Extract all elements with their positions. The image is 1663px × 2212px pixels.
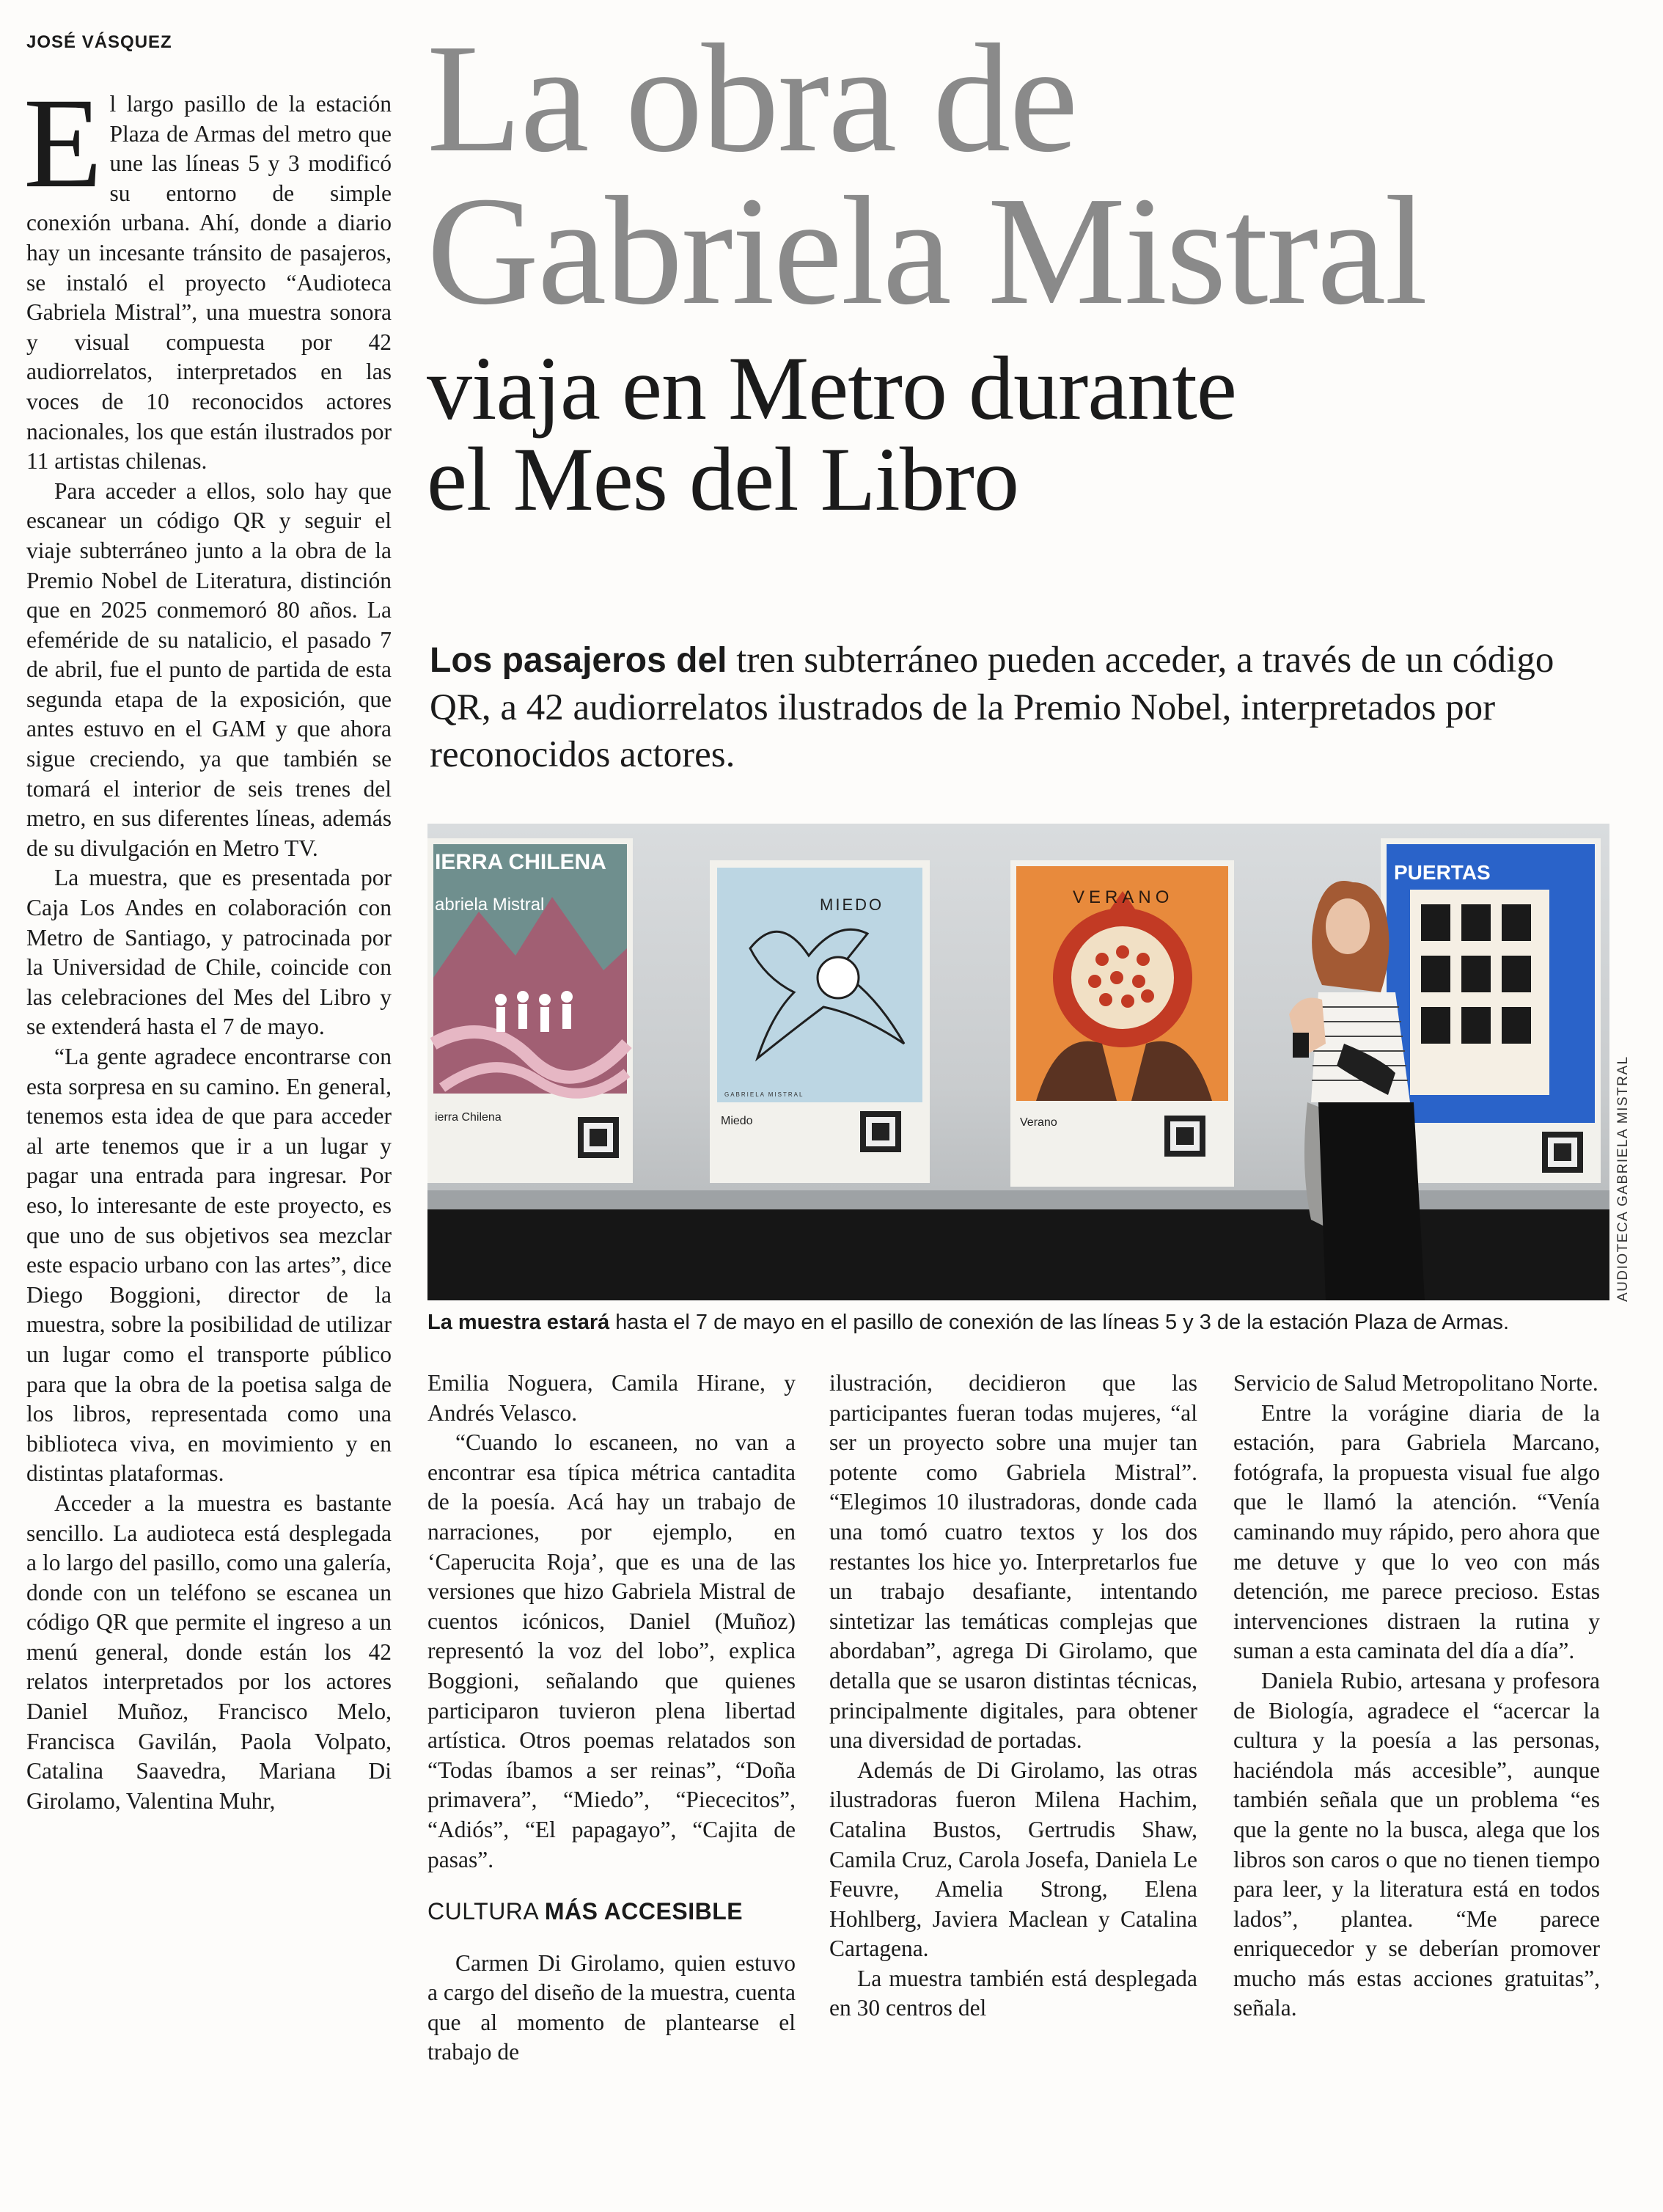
section-heading-light: CULTURA [427, 1898, 545, 1925]
paragraph [23, 72, 392, 477]
body-column-2 [427, 1369, 796, 2068]
poster-label: Verano [1020, 1116, 1057, 1129]
caption-rest: hasta el 7 de mayo en el pasillo de conexión de las líneas 5 y 3 de la estación Plaza de Armas. [609, 1311, 1510, 1334]
paragraph: “Cuando lo escaneen, no van a encontrar esa típica métrica cantadita de la poesía. Acá hay un trabajo de narraciones, por ejemplo, en ‘Caperucita Roja’, que es una de las versiones que hizo Gabriela Mistral de cuentos icónicos, Daniel (Muñoz) representó la voz del lobo”, explica Boggioni, señalando que quienes participaron tuvieron plena libertad artística. Otros poemas relatados son “Todas íbamos a ser reinas”, “Doña primavera”, “Miedo”, “Piececitos”, “Adiós”, “El papagayo”, “Cajita de pasas”. [427, 1429, 796, 1872]
poster-miedo [710, 860, 930, 1183]
body-column-1 [23, 72, 392, 1816]
poster-subtitle: abriela Mistral [435, 895, 545, 915]
section-heading-bold: MÁS ACCESIBLE [544, 1898, 744, 1925]
body-column-3 [829, 1369, 1197, 2024]
paragraph: “La gente agradece encontrarse con esta sorpresa en su camino. En general, tenemos esta idea de que para acceder al arte tenemos que ir a un lugar y pagar una entrada para ingresar. Por eso, lo interesante de este proyecto, es que uno de sus objetivos sea mezclar este espacio urbano con las artes”, dice Diego Boggioni, director de la muestra, sobre la posibilidad de utilizar un lugar como el transporte público para que la obra de la poetisa salga de los libros, representada como una biblioteca viva, en movimiento y en distintas plataformas. [26, 1044, 392, 1487]
paragraph-text: l largo pasillo de la estación Plaza de Armas del metro que une las líneas 5 y 3 modificó su entorno de simple conexión urbana. Ahí, donde a diario hay un incesante tránsito de pasajeros, se instaló el proyecto “Audioteca Gabriela Mistral”, una muestra sonora y visual compuesta por 42 audiorrelatos, interpretados en las voces de 10 reconocidos actores nacionales, los que están ilustrados por 11 artistas chilenas. [26, 91, 392, 475]
body-column-4 [1233, 1369, 1600, 2024]
headline-line: el Mes del Libro [427, 429, 1019, 530]
deck [430, 637, 1603, 778]
photo-credit: AUDIOTECA GABRIELA MISTRAL [1615, 1055, 1631, 1302]
metro-gallery-illustration [427, 824, 1609, 1300]
paragraph: La muestra, que es presentada por Caja Los Andes en colaboración con Metro de Santiago, y patrocinada por la Universidad de Chile, coincide con las celebraciones del Mes del Libro y se extenderá hasta el 7 de mayo. [26, 865, 392, 1040]
headline-line: La obra de [427, 12, 1077, 184]
paragraph: Además de Di Girolamo, las otras ilustradoras fueron Milena Hachim, Catalina Bustos, Gertrudis Shaw, Camila Cruz, Carola Josefa, Daniela Le Feuvre, Amelia Strong, Elena Hohlberg, Javiera Maclean y Catalina Cartagena. [829, 1757, 1197, 1962]
poster-title: PUERTAS [1394, 861, 1491, 884]
headline-line: viaja en Metro durante [427, 338, 1236, 439]
poster-verano [1010, 860, 1234, 1187]
deck-lead: Los pasajeros del [430, 641, 727, 680]
paragraph: Daniela Rubio, artesana y profesora de Biología, agradece el “acercar la cultura y la poesía a las personas, haciéndola más accesible”, aunque también señala que un problema “es que la gente no la busca, alega que los libros son caros o que no tienen tiempo para leer, y la literatura está en todos lados”, plantea. “Me parece enriquecedor y se deberían promover mucho más estas acciones gratuitas”, señala. [1233, 1667, 1600, 2021]
phone-icon [1293, 1033, 1309, 1058]
photo-caption [427, 1309, 1630, 1336]
poster-label: Miedo [721, 1115, 753, 1127]
headline-line: Gabriela Mistral [427, 164, 1427, 337]
paragraph: Carmen Di Girolamo, quien estuvo a cargo del diseño de la muestra, cuenta que al momento de plantearse el trabajo de [427, 1949, 796, 2065]
poster-title: MIEDO [820, 896, 884, 914]
caption-lead: La muestra estará [427, 1311, 610, 1334]
paragraph: La muestra también está desplegada en 30 centros del [829, 1965, 1197, 2021]
paragraph: Emilia Noguera, Camila Hirane, y Andrés Velasco. [427, 1370, 796, 1426]
headline-black [427, 338, 1629, 530]
poster-small: GABRIELA MISTRAL [724, 1091, 804, 1098]
paragraph: Servicio de Salud Metropolitano Norte. [1233, 1370, 1598, 1396]
byline: JOSÉ VÁSQUEZ [26, 32, 172, 52]
headline-grey [427, 12, 1629, 337]
drop-cap: E [23, 72, 103, 215]
paragraph: Acceder a la muestra es bastante sencillo. La audioteca está desplegada a lo largo del pasillo, como una galería, donde con un teléfono se escanea un código QR que permite el ingreso a un menú general, donde están los 42 relatos interpretados por los actores Daniel Muñoz, Francisco Melo, Francisca Gavilán, Paola Volpato, Catalina Saavedra, Mariana Di Girolamo, Valentina Muhr, [26, 1490, 392, 1814]
article-photo [427, 824, 1609, 1300]
paragraph: ilustración, decidieron que las participantes fueran todas mujeres, “al ser un proyecto sobre una mujer tan potente como Gabriela Mistral”. “Elegimos 10 ilustradoras, donde cada una tomó cuatro textos y los dos restantes los hice yo. Interpretarlos fue un trabajo desafiante, intentando sintetizar las temáticas complejas que abordaban”, agrega Di Girolamo, que detalla que se usaron distintas técnicas, principalmente digitales, para obtener una diversidad de portadas. [829, 1370, 1197, 1754]
poster-title: IERRA CHILENA [435, 850, 606, 874]
deck-rest: tren subterráneo pueden acceder, a través de un código QR, a 42 audiorrelatos ilustrados de la Premio Nobel, interpretados por reconocidos actores. [430, 640, 1554, 775]
poster-label: ierra Chilena [435, 1111, 502, 1124]
poster-title: VERANO [1073, 887, 1174, 907]
section-heading [427, 1897, 796, 1927]
paragraph: Entre la vorágine diaria de la estación, para Gabriela Marcano, fotógrafa, la propuesta visual fue algo que le llamó la atención. “Venía caminando muy rápido, pero ahora que me detuve y que lo veo con más detención, me parece precioso. Estas intervenciones distraen la rutina y suman a esta caminata del día a día”. [1233, 1399, 1600, 1664]
poster-tierra-chilena [427, 838, 633, 1183]
paragraph: Para acceder a ellos, solo hay que escanear un código QR y seguir el viaje subterráneo junto a la obra de la Premio Nobel de Literatura, distinción que en 2025 conmemoró 80 años. La efeméride de su natalicio, el pasado 7 de abril, fue el punto de partida de esta segunda etapa de la exposición, que antes estuvo en el GAM y que ahora sigue creciendo, ya que también se tomará el interior de seis trenes del metro, en sus diferentes líneas, además de su divulgación en Metro TV. [26, 477, 392, 861]
